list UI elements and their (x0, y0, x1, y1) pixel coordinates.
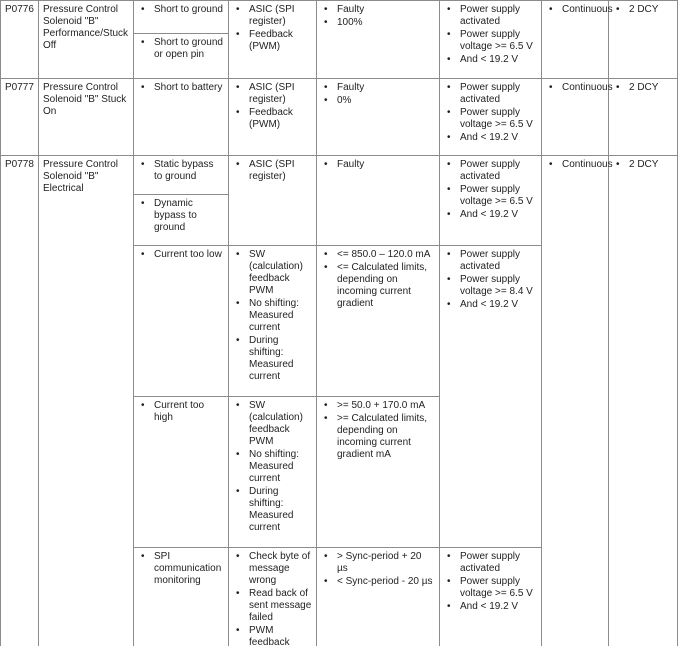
list-item: • Power supply voltage >= 6.5 V (444, 29, 537, 53)
list-item: • Power supply voltage >= 6.5 V (444, 107, 537, 131)
list-item: • And < 19.2 V (444, 132, 537, 144)
threshold-cell (317, 548, 440, 646)
condition-cell (134, 156, 229, 195)
threshold-cell (317, 246, 440, 397)
enable-cell (440, 246, 542, 548)
condition-cell (134, 195, 229, 246)
list-item: • Power supply voltage >= 6.5 V (444, 184, 537, 208)
list-item: • Faulty (321, 82, 435, 94)
detection-cell (229, 1, 317, 79)
list-item: • Feedback (PWM) (233, 107, 312, 131)
list-item: • And < 19.2 V (444, 299, 537, 311)
list-item: • Faulty (321, 159, 435, 171)
list-item: • Read back of sent message failed (233, 588, 312, 624)
list-item: • > Sync-period + 20 µs (321, 551, 435, 575)
dtc-name: Pressure Control Solenoid "B" Electrical (39, 156, 134, 646)
list-item: • SW (calculation) feedback PWM (233, 249, 312, 297)
list-item: • And < 19.2 V (444, 601, 537, 613)
list-item: • 2 DCY (613, 82, 673, 94)
condition-cell (134, 1, 229, 34)
list-item: • 2 DCY (613, 159, 673, 171)
list-item: • Power supply activated (444, 4, 537, 28)
time-cell (542, 1, 613, 79)
list-item: • And < 19.2 V (444, 209, 537, 221)
table-row (1, 79, 678, 156)
threshold-cell (317, 156, 440, 246)
list-item: • ASIC (SPI register) (233, 4, 312, 28)
detection-cell (229, 397, 317, 548)
time-cell (542, 79, 613, 156)
list-item: • Power supply voltage >= 6.5 V (444, 576, 537, 600)
list-item: • ASIC (SPI register) (233, 82, 312, 106)
list-item: • >= Calculated limits, depending on incoming current gradient mA (321, 413, 435, 461)
threshold-cell (317, 1, 440, 79)
condition-cell (134, 34, 229, 79)
list-item: • Power supply voltage >= 8.4 V (444, 274, 537, 298)
mil-cell (609, 1, 678, 79)
detection-cell (229, 156, 317, 246)
list-item: • No shifting: Measured current (233, 449, 312, 485)
dtc-code: P0777 (1, 79, 39, 156)
list-item: • Faulty (321, 4, 435, 16)
list-item: • Short to ground or open pin (138, 37, 224, 61)
list-item: • Short to battery (138, 82, 224, 94)
list-item: • Current too low (138, 249, 224, 261)
list-item: • >= 50.0 + 170.0 mA (321, 400, 435, 412)
list-item: • ASIC (SPI register) (233, 159, 312, 183)
list-item: • Continuous (546, 4, 604, 16)
dtc-code: P0778 (1, 156, 39, 646)
list-item: • 2 DCY (613, 4, 673, 16)
list-item: • Continuous (546, 82, 604, 94)
condition-cell (134, 397, 229, 548)
list-item: • Check byte of message wrong (233, 551, 312, 587)
list-item: • SW (calculation) feedback PWM (233, 400, 312, 448)
dtc-name: Pressure Control Solenoid "B" Performance/Stuck Off (39, 1, 134, 79)
threshold-cell (317, 397, 440, 548)
list-item: • <= 850.0 – 120.0 mA (321, 249, 435, 261)
list-item: • SPI communication monitoring (138, 551, 224, 587)
threshold-cell (317, 79, 440, 156)
time-cell (542, 156, 613, 646)
list-item: • Continuous (546, 159, 604, 171)
list-item: • <= Calculated limits, depending on incoming current gradient (321, 262, 435, 310)
list-item: • Dynamic bypass to ground (138, 198, 224, 234)
list-item: • PWM feedback (233, 625, 312, 646)
list-item: • Power supply activated (444, 82, 537, 106)
enable-cell (440, 79, 542, 156)
enable-cell (440, 1, 542, 79)
enable-cell (440, 156, 542, 246)
condition-cell (134, 548, 229, 646)
list-item: • And < 19.2 V (444, 54, 537, 66)
list-item: • No shifting: Measured current (233, 298, 312, 334)
list-item: • Short to ground (138, 4, 224, 16)
mil-cell (609, 79, 678, 156)
list-item: • Power supply activated (444, 159, 537, 183)
condition-cell (134, 246, 229, 397)
mil-cell (609, 156, 678, 646)
list-item: • Current too high (138, 400, 224, 424)
enable-cell (440, 548, 542, 646)
list-item: • During shifting: Measured current (233, 486, 312, 534)
detection-cell (229, 548, 317, 646)
detection-cell (229, 246, 317, 397)
list-item: • < Sync-period - 20 µs (321, 576, 435, 588)
table-row (1, 1, 678, 34)
list-item: • Power supply activated (444, 551, 537, 575)
list-item: • During shifting: Measured current (233, 335, 312, 383)
list-item: • 0% (321, 95, 435, 107)
table-row (1, 156, 678, 195)
dtc-code: P0776 (1, 1, 39, 79)
list-item: • Static bypass to ground (138, 159, 224, 183)
list-item: • Feedback (PWM) (233, 29, 312, 53)
condition-cell (134, 79, 229, 156)
dtc-name: Pressure Control Solenoid "B" Stuck On (39, 79, 134, 156)
list-item: • Power supply activated (444, 249, 537, 273)
detection-cell (229, 79, 317, 156)
list-item: • 100% (321, 17, 435, 29)
